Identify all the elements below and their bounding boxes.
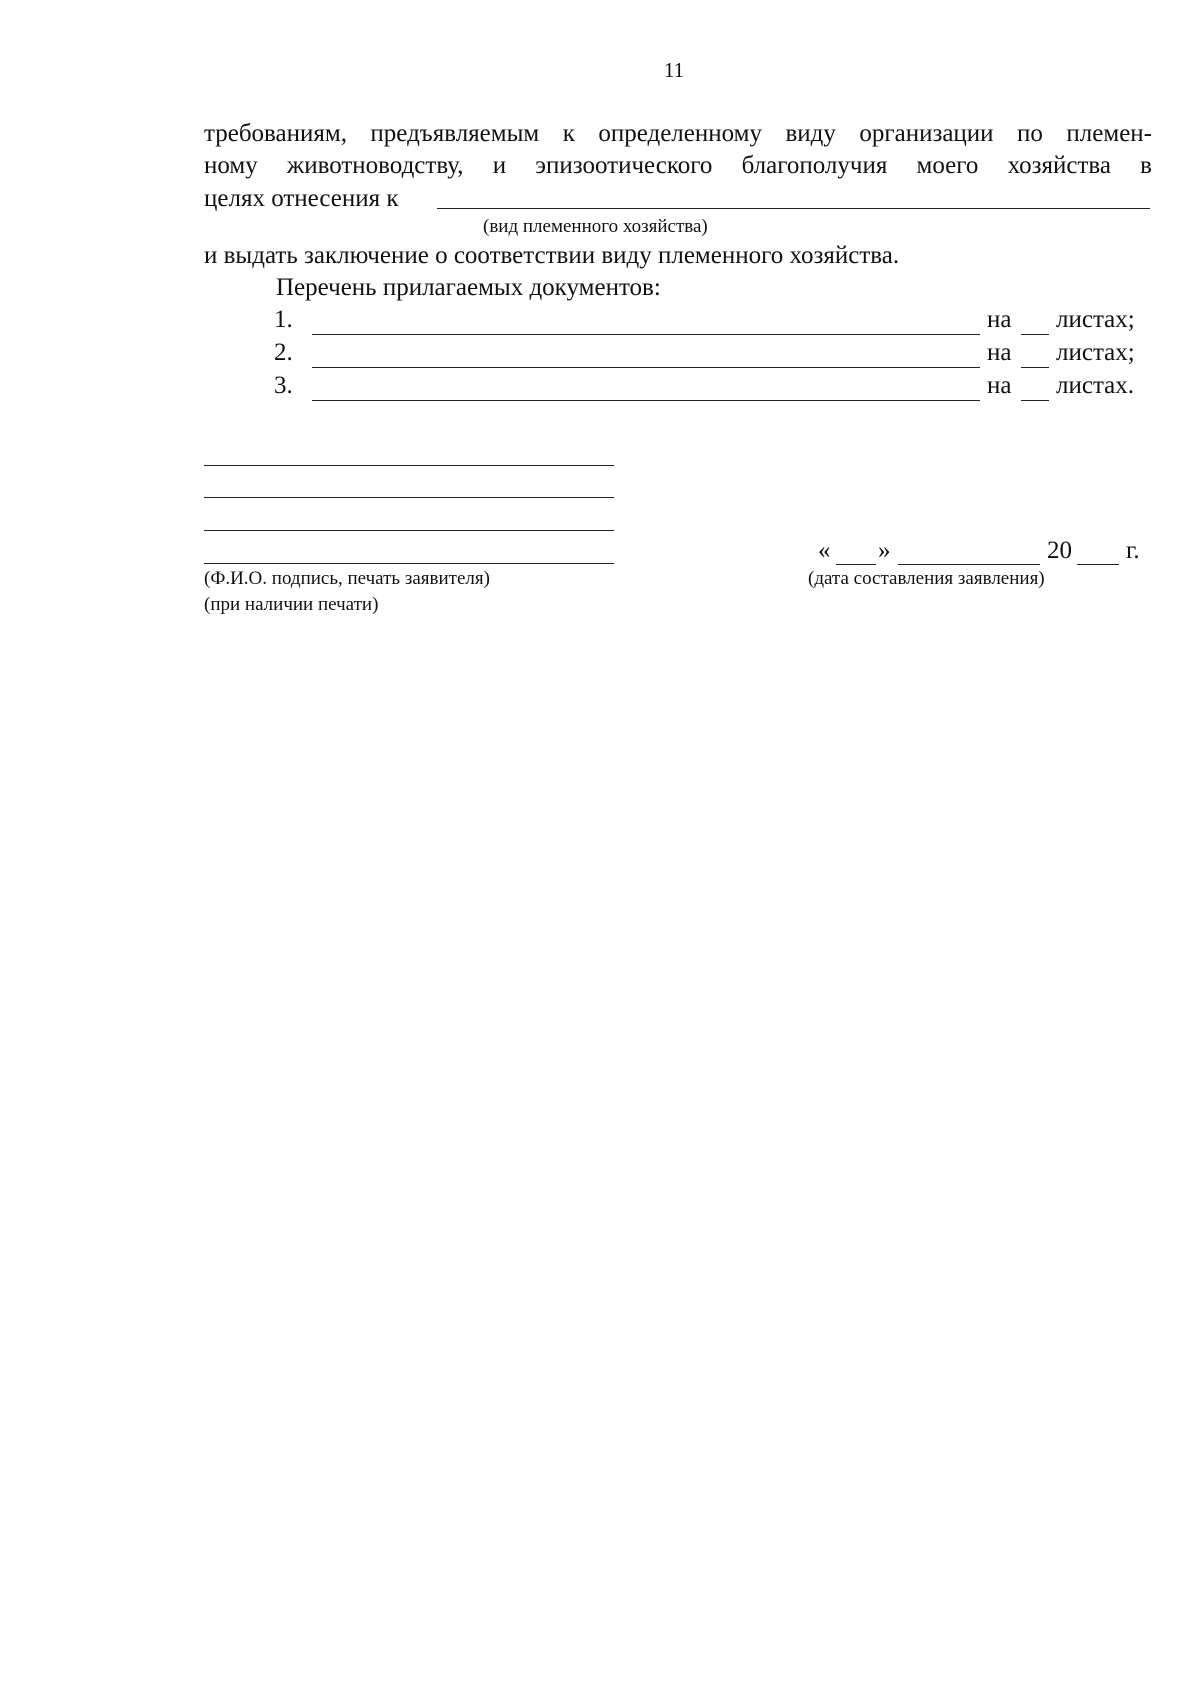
date-open-quote: «	[818, 537, 831, 564]
signature-line-3[interactable]	[204, 530, 614, 531]
document-sheets-label: листах;	[1056, 306, 1135, 333]
seal-caption: (при наличии печати)	[204, 594, 379, 615]
date-close-quote: »	[878, 537, 891, 564]
document-sheets-count-field[interactable]	[1021, 334, 1049, 335]
paragraph-line-1: требованиям, предъявляемым к определенному виду организации по племен-	[204, 120, 1152, 147]
date-caption: (дата составления заявления)	[808, 568, 1045, 589]
document-sheets-count-field[interactable]	[1021, 400, 1049, 401]
date-year-suffix: г.	[1126, 537, 1140, 564]
document-sheets-label: листах;	[1056, 339, 1135, 366]
documents-heading: Перечень прилагаемых документов:	[276, 274, 661, 301]
date-year-prefix: 20	[1047, 537, 1072, 564]
document-item-number: 2.	[274, 339, 293, 366]
paragraph-line-4: и выдать заключение о соответствии виду племенного хозяйства.	[204, 242, 900, 269]
document-item-number: 3.	[274, 372, 293, 399]
farm-type-caption: (вид племенного хозяйства)	[483, 216, 708, 237]
document-on-label: на	[987, 339, 1012, 366]
document-on-label: на	[987, 372, 1012, 399]
document-name-field[interactable]	[312, 400, 980, 401]
farm-type-field[interactable]	[437, 208, 1150, 209]
document-sheets-count-field[interactable]	[1021, 367, 1049, 368]
paragraph-line-2: ному животноводству, и эпизоотического благополучия моего хозяйства в	[204, 152, 1152, 179]
page-number: 11	[663, 58, 685, 82]
signature-line-4[interactable]	[204, 563, 614, 564]
date-month-field[interactable]	[898, 564, 1040, 565]
date-year-field[interactable]	[1077, 564, 1119, 565]
paragraph-line-3: целях отнесения к	[204, 185, 399, 212]
document-name-field[interactable]	[312, 367, 980, 368]
date-day-field[interactable]	[836, 564, 876, 565]
document-sheets-label: листах.	[1056, 372, 1135, 399]
signature-line-2[interactable]	[204, 497, 614, 498]
document-name-field[interactable]	[312, 334, 980, 335]
signature-caption: (Ф.И.О. подпись, печать заявителя)	[204, 568, 490, 589]
document-on-label: на	[987, 306, 1012, 333]
document-item-number: 1.	[274, 306, 293, 333]
signature-line-1[interactable]	[204, 465, 614, 466]
